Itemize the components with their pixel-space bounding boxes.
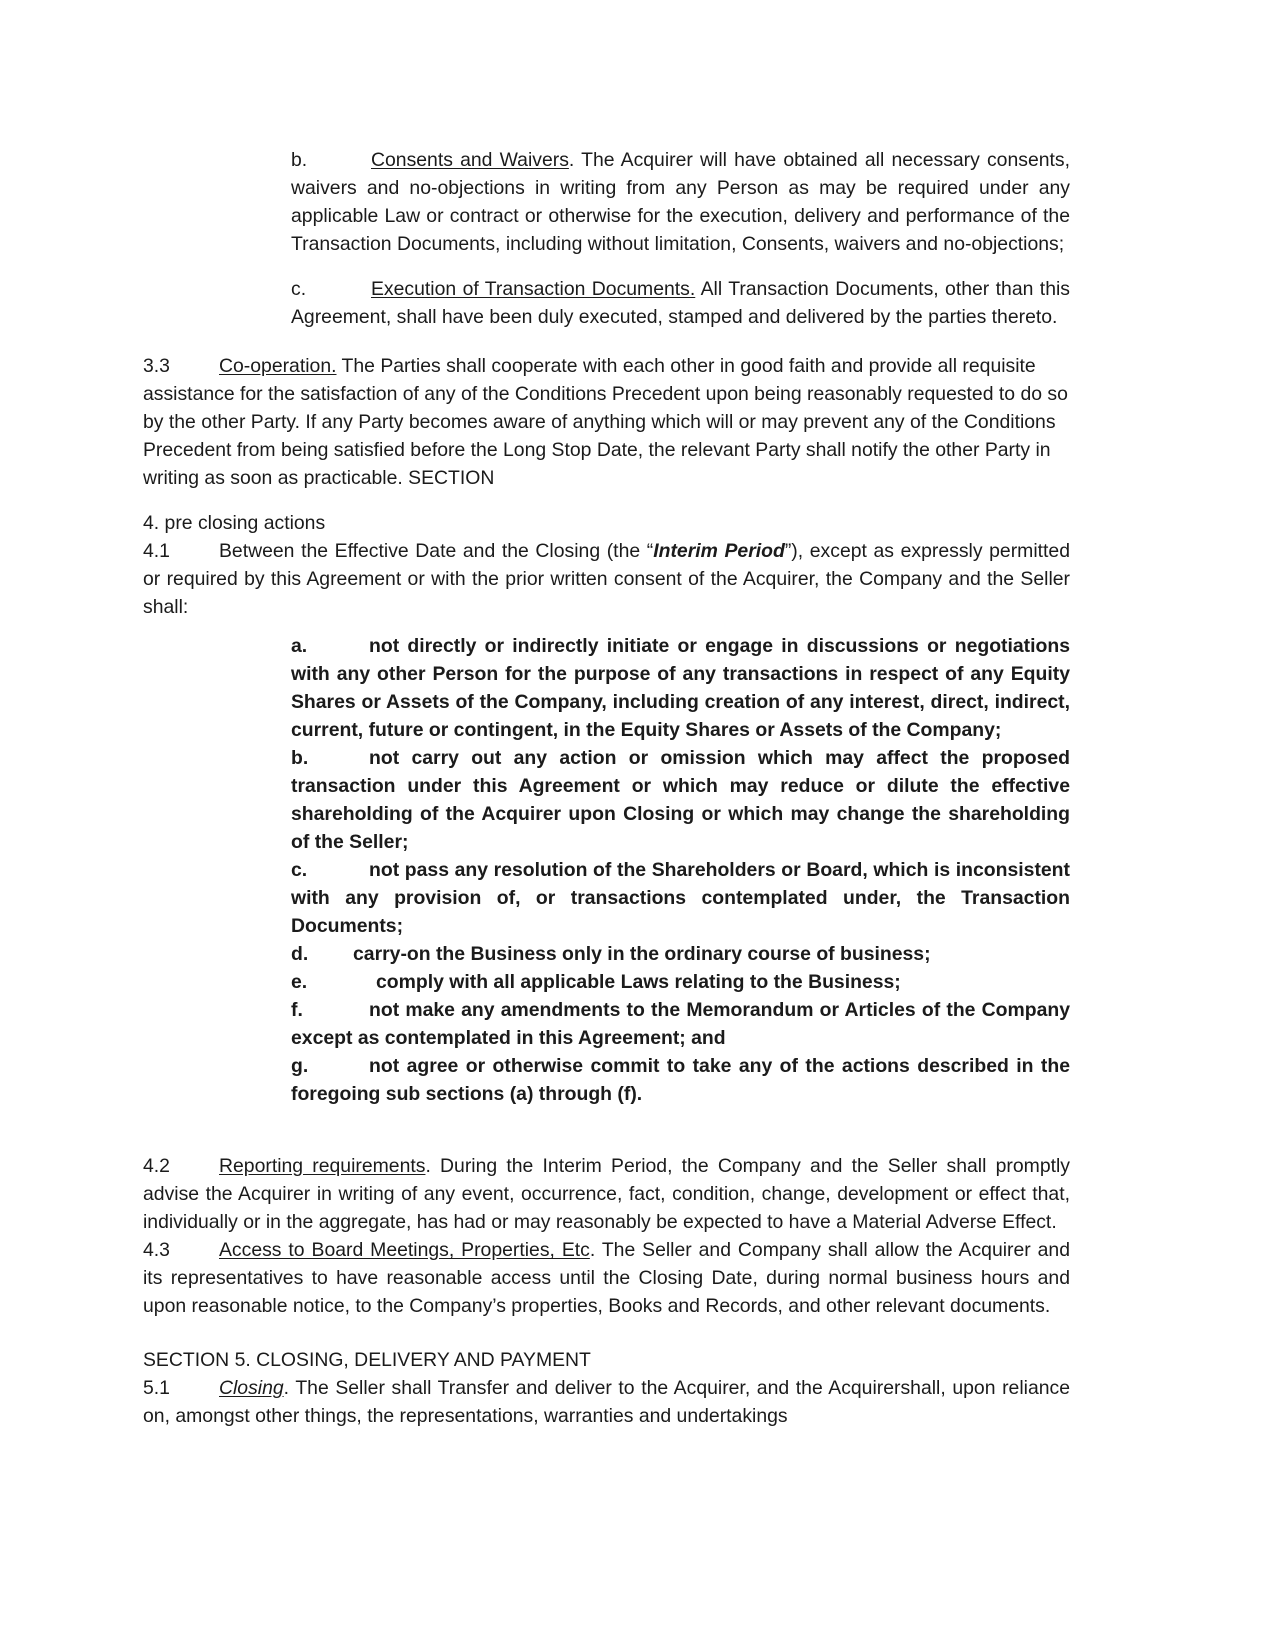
covenant-item-d — [291, 940, 1070, 968]
covenant-f-text: not make any amendments to the Memorandum or Articles of the Company except as contemplated in this Agreement; and — [291, 999, 1070, 1049]
covenant-g-text: not agree or otherwise commit to take any of the actions described in the foregoing sub sections (a) through (f). — [291, 1055, 1070, 1105]
section-4-2 — [143, 1152, 1070, 1236]
covenant-f-marker: f. — [291, 999, 303, 1021]
section-3-3-heading: Co-operation. — [219, 355, 337, 377]
clause-b-heading: Consents and Waivers — [371, 149, 569, 171]
covenant-item-f — [291, 996, 1070, 1052]
clause-b-text: . The Acquirer will have obtained all necessary consents, waivers and no-objections in writing from any Person as may be required under any applicable Law or contract or otherwise for the execution, delivery and performance of the Transaction Documents, including without limitation, Consents, waivers and no-objections; — [291, 149, 1070, 255]
section-4-2-heading: Reporting requirements — [219, 1155, 426, 1177]
section-3-3 — [143, 352, 1070, 492]
section-4-1-text-after: ”), except as expressly permitted or required by this Agreement or with the prior written consent of the Acquirer, the Company and the Seller shall: — [143, 540, 1070, 618]
covenant-a-text: not directly or indirectly initiate or engage in discussions or negotiations with any other Person for the purpose of any transactions in respect of any Equity Shares or Assets of the Company, including creation of any interest, direct, indirect, current, future or contingent, in the Equity Shares or Assets of the Company; — [291, 635, 1070, 741]
covenant-list — [143, 632, 1070, 1108]
covenant-e-text: comply with all applicable Laws relating to the Business; — [376, 971, 901, 993]
section-4-heading: 4. pre closing actions — [143, 512, 326, 534]
defined-term-interim-period: Interim Period — [653, 540, 785, 562]
covenant-b-text: not carry out any action or omission which may affect the proposed transaction under this Agreement or which may reduce or dilute the effective shareholding of the Acquirer upon Closing or which may change the shareholding of the Seller; — [291, 747, 1070, 853]
section-4-3 — [143, 1236, 1070, 1320]
section-4-3-heading: Access to Board Meetings, Properties, Etc — [219, 1239, 590, 1261]
section-3-3-number: 3.3 — [143, 355, 170, 377]
clause-c-heading: Execution of Transaction Documents. — [371, 278, 696, 300]
section-3-3-text: The Parties shall cooperate with each other in good faith and provide all requisite assistance for the satisfaction of any of the Conditions Precedent upon being reasonably requested to do so by the other Party. If any Party becomes aware of anything which will or may prevent any of the Conditions Precedent from being satisfied before the Long Stop Date, the relevant Party shall notify the other Party in writing as soon as practicable. SECTION — [143, 355, 1068, 489]
section-4-1 — [143, 537, 1070, 621]
covenant-item-a — [291, 632, 1070, 744]
clause-c-text: All Transaction Documents, other than this Agreement, shall have been duly executed, stamped and delivered by the parties thereto. — [291, 278, 1070, 328]
section-4-3-number: 4.3 — [143, 1239, 170, 1261]
covenant-c-marker: c. — [291, 859, 308, 881]
clause-b-marker: b. — [291, 149, 308, 171]
covenant-e-marker: e. — [291, 971, 308, 993]
clause-c-marker: c. — [291, 278, 307, 300]
clause-b — [291, 146, 1070, 258]
covenant-item-g — [291, 1052, 1070, 1108]
covenant-b-marker: b. — [291, 747, 309, 769]
section-4-2-text: . During the Interim Period, the Company and the Seller shall promptly advise the Acquirer in writing of any event, occurrence, fact, condition, change, development or effect that, individually or in the aggregate, has had or may reasonably be expected to have a Material Adverse Effect. — [143, 1155, 1070, 1233]
section-4-1-text-before: Between the Effective Date and the Closing (the “ — [219, 540, 654, 562]
covenant-item-e — [291, 968, 1070, 996]
covenant-item-b — [291, 744, 1070, 856]
section-5-1-number: 5.1 — [143, 1377, 170, 1399]
section-4-1-number: 4.1 — [143, 540, 170, 562]
section-5-1-text: . The Seller shall Transfer and deliver to the Acquirer, and the Acquirershall, upon reliance on, amongst other things, the representations, warranties and undertakings — [143, 1377, 1070, 1427]
section-5-1 — [143, 1374, 1070, 1430]
section-4-3-text: . The Seller and Company shall allow the Acquirer and its representatives to have reasonable access until the Closing Date, during normal business hours and upon reasonable notice, to the Company’s properties, Books and Records, and other relevant documents. — [143, 1239, 1070, 1317]
covenant-d-text: carry-on the Business only in the ordinary course of business; — [353, 943, 931, 965]
covenant-c-text: not pass any resolution of the Shareholders or Board, which is inconsistent with any provision of, or transactions contemplated under, the Transaction Documents; — [291, 859, 1070, 937]
clause-c — [291, 275, 1070, 331]
document-content — [143, 146, 1070, 1430]
section-5-heading: SECTION 5. CLOSING, DELIVERY AND PAYMENT — [143, 1349, 591, 1371]
section-4-2-number: 4.2 — [143, 1155, 170, 1177]
section-5-1-heading: Closing — [219, 1377, 284, 1399]
covenant-item-c — [291, 856, 1070, 940]
covenant-d-marker: d. — [291, 943, 309, 965]
covenant-g-marker: g. — [291, 1055, 309, 1077]
covenant-a-marker: a. — [291, 635, 308, 657]
